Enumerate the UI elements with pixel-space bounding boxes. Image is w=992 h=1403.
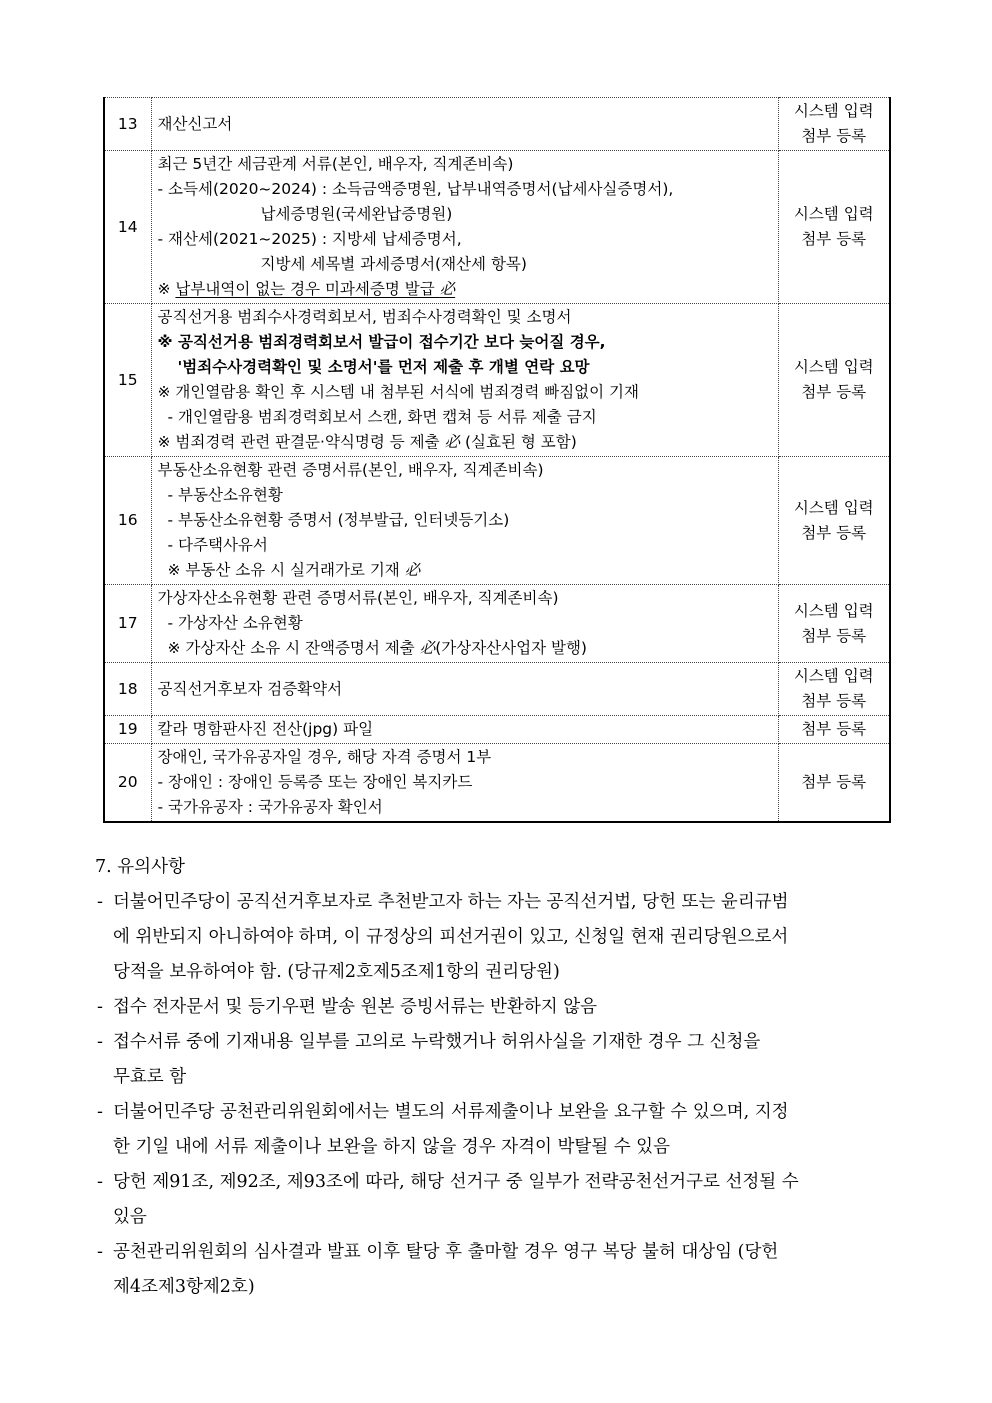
text-segment: ※ 부동산 소유 시 실거래가로 기재 (167, 561, 405, 579)
row-number-cell: 20 (104, 744, 151, 823)
row-number-cell: 13 (104, 98, 151, 151)
text-line (158, 305, 772, 330)
text-line (158, 355, 772, 380)
text-line: 제4조제3항제2호) (113, 1277, 255, 1297)
text-segment: 납부내역이 없는 경우 미과세증명 발급 (175, 280, 440, 298)
text-line (158, 770, 772, 795)
text-line (158, 252, 772, 277)
bullet-dash: - (97, 1102, 103, 1122)
text-segment: - 소득세(2020~2024) : 소득금액증명원, 납부내역증명서(납세사실증명서), (157, 180, 674, 198)
text-line (158, 558, 772, 583)
submission-method-line: 시스템 입력 (793, 498, 874, 517)
text-segment: - 가상자산 소유현황 (167, 614, 303, 632)
text-line (158, 152, 772, 177)
submission-method-line: 시스템 입력 (793, 358, 874, 376)
text-segment: '범죄수사경력확인 및 소명서'를 먼저 제출 후 개별 연락 요망 (177, 358, 590, 376)
text-segment: - 부동산소유현황 증명서 (정부발급, 인터넷등기소) (167, 511, 510, 529)
note-item (95, 1025, 911, 1095)
document-description-cell (151, 663, 778, 716)
text-segment: 必 (444, 433, 461, 451)
submission-method-line: 시스템 입력 (793, 102, 874, 120)
text-segment: 必 (404, 561, 421, 579)
table-row (104, 585, 890, 663)
text-line (158, 636, 772, 661)
submission-method-cell (778, 716, 890, 744)
text-line: 더불어민주당 공천관리위원회에서는 별도의 서류제출이나 보완을 요구할 수 있으며, 지정 (113, 1102, 789, 1122)
document-description-cell (151, 98, 778, 151)
text-segment: 가상자산소유현황 관련 증명서류(본인, 배우자, 직계존비속) (157, 589, 559, 607)
table-row (104, 716, 890, 744)
text-line (158, 202, 772, 227)
text-segment: 재산신고서 (157, 114, 233, 133)
submission-method-cell (778, 151, 890, 304)
text-segment: 지방세 세목별 과세증명서(재산세 항목) (260, 255, 527, 273)
text-segment: ※ 가상자산 소유 시 잔액증명서 제출 (167, 639, 420, 657)
text-segment: - 부동산소유현황 (167, 486, 283, 504)
submission-method-line: 첨부 등록 (801, 720, 867, 738)
text-line: 더불어민주당이 공직선거후보자로 추천받고자 하는 자는 공직선거법, 당헌 또는 윤리규범 (113, 892, 789, 912)
row-number-cell: 18 (104, 663, 151, 716)
submission-method-line: 첨부 등록 (801, 773, 867, 791)
text-line: 당헌 제91조, 제92조, 제93조에 따라, 해당 선거구 중 일부가 전략공천선거구로 선정될 수 (113, 1172, 799, 1192)
row-number-cell: 19 (104, 716, 151, 744)
note-item (95, 1165, 911, 1235)
text-line: 있음 (113, 1207, 147, 1227)
text-segment: - 장애인 : 장애인 등록증 또는 장애인 복지카드 (157, 773, 473, 791)
text-segment: 납세증명원(국세완납증명원) (260, 205, 453, 223)
row-number-cell: 14 (104, 151, 151, 304)
text-segment: (가상자산사업자 발행) (435, 639, 587, 657)
text-line: 접수서류 중에 기재내용 일부를 고의로 누락했거나 허위사실을 기재한 경우 그 신청을 (113, 1032, 761, 1052)
document-description-cell (151, 304, 778, 457)
text-segment: (실효된 형 포함) (460, 433, 577, 451)
note-item (95, 885, 911, 990)
submission-method-cell (778, 744, 890, 823)
required-documents-table (103, 97, 891, 823)
document-description-cell (151, 457, 778, 585)
text-line (158, 177, 772, 202)
text-line: 접수 전자문서 및 등기우편 발송 원본 증빙서류는 반환하지 않음 (113, 997, 598, 1017)
submission-method-line: 시스템 입력 (793, 205, 874, 223)
table-row (104, 663, 890, 716)
notes-section (95, 850, 911, 1305)
text-segment: 부동산소유현황 관련 증명서류(본인, 배우자, 직계존비속) (157, 461, 544, 479)
bullet-dash: - (97, 892, 103, 912)
submission-method-line: 첨부 등록 (801, 523, 867, 542)
table-row (104, 151, 890, 304)
notes-list (95, 885, 911, 1305)
submission-method-line: 시스템 입력 (793, 601, 874, 620)
submission-method-line: 첨부 등록 (801, 383, 867, 401)
text-line (158, 227, 772, 252)
text-segment: - 국가유공자 : 국가유공자 확인서 (157, 798, 383, 816)
text-line: 공천관리위원회의 심사결과 발표 이후 탈당 후 출마할 경우 영구 복당 불허 대상임 (당헌 (113, 1242, 779, 1262)
note-item (95, 1235, 911, 1305)
submission-method-cell (778, 585, 890, 663)
text-line (158, 112, 772, 137)
text-line (158, 717, 772, 742)
submission-method-line: 시스템 입력 (793, 667, 874, 685)
text-line (158, 508, 772, 533)
bullet-dash: - (97, 1032, 103, 1052)
document-description-cell (151, 151, 778, 304)
table-row (104, 304, 890, 457)
submission-method-cell (778, 304, 890, 457)
text-line (158, 380, 772, 405)
row-number-cell: 17 (104, 585, 151, 663)
text-segment: ※ 공직선거용 범죄경력회보서 발급이 접수기간 보다 늦어질 경우, (157, 333, 606, 351)
text-segment: ※ 범죄경력 관련 판결문·약식명령 등 제출 (157, 433, 445, 451)
text-line (158, 795, 772, 820)
submission-method-cell (778, 98, 890, 151)
row-number-cell: 16 (104, 457, 151, 585)
row-number-cell: 15 (104, 304, 151, 457)
text-segment: 칼라 명함판사진 전산(jpg) 파일 (157, 720, 374, 738)
text-segment: - 개인열람용 범죄경력회보서 스캔, 화면 캡쳐 등 서류 제출 금지 (167, 408, 597, 426)
notes-heading: 7. 유의사항 (95, 857, 185, 877)
submission-method-line: 첨부 등록 (801, 692, 867, 710)
text-segment: 장애인, 국가유공자일 경우, 해당 자격 증명서 1부 (157, 748, 492, 766)
table-row (104, 457, 890, 585)
table-row (104, 744, 890, 823)
text-line (158, 458, 772, 483)
text-line: 당적을 보유하여야 함. (당규제2호제5조제1항의 권리당원) (113, 962, 560, 982)
text-segment: 최근 5년간 세금관계 서류(본인, 배우자, 직계존비속) (157, 155, 514, 173)
text-segment: - 재산세(2021~2025) : 지방세 납세증명서, (157, 230, 462, 248)
text-line (158, 745, 772, 770)
text-line: 무효로 함 (113, 1067, 187, 1087)
note-item (95, 1095, 911, 1165)
text-segment: ※ (157, 280, 176, 298)
submission-method-line: 첨부 등록 (801, 230, 867, 248)
bullet-dash: - (97, 1242, 103, 1262)
document-description-cell (151, 744, 778, 823)
table-row (104, 98, 890, 151)
submission-method-cell (778, 457, 890, 585)
text-line: 에 위반되지 아니하여야 하며, 이 규정상의 피선거권이 있고, 신청일 현재 권리당원으로서 (113, 927, 789, 947)
text-line (158, 405, 772, 430)
submission-method-cell (778, 663, 890, 716)
text-segment: 공직선거용 범죄수사경력회보서, 범죄수사경력확인 및 소명서 (157, 308, 572, 326)
text-segment: ※ 개인열람용 확인 후 시스템 내 첨부된 서식에 범죄경력 빠짐없이 기재 (157, 383, 640, 401)
submission-method-line: 첨부 등록 (801, 626, 867, 645)
submission-method-line: 첨부 등록 (801, 127, 867, 145)
text-line (158, 430, 772, 455)
text-segment: 공직선거후보자 검증확약서 (157, 679, 343, 698)
text-line (158, 483, 772, 508)
text-line (158, 277, 772, 302)
text-segment: 必 (439, 280, 456, 298)
text-segment: 必 (419, 639, 436, 657)
text-line (158, 677, 772, 702)
text-segment: - 다주택사유서 (167, 536, 268, 554)
text-line (158, 533, 772, 558)
bullet-dash: - (97, 997, 103, 1017)
text-line (158, 330, 772, 355)
document-description-cell (151, 716, 778, 744)
document-description-cell (151, 585, 778, 663)
text-line: 한 기일 내에 서류 제출이나 보완을 하지 않을 경우 자격이 박탈될 수 있음 (113, 1137, 670, 1157)
note-item (95, 990, 911, 1025)
bullet-dash: - (97, 1172, 103, 1192)
text-line (158, 611, 772, 636)
text-line (158, 586, 772, 611)
